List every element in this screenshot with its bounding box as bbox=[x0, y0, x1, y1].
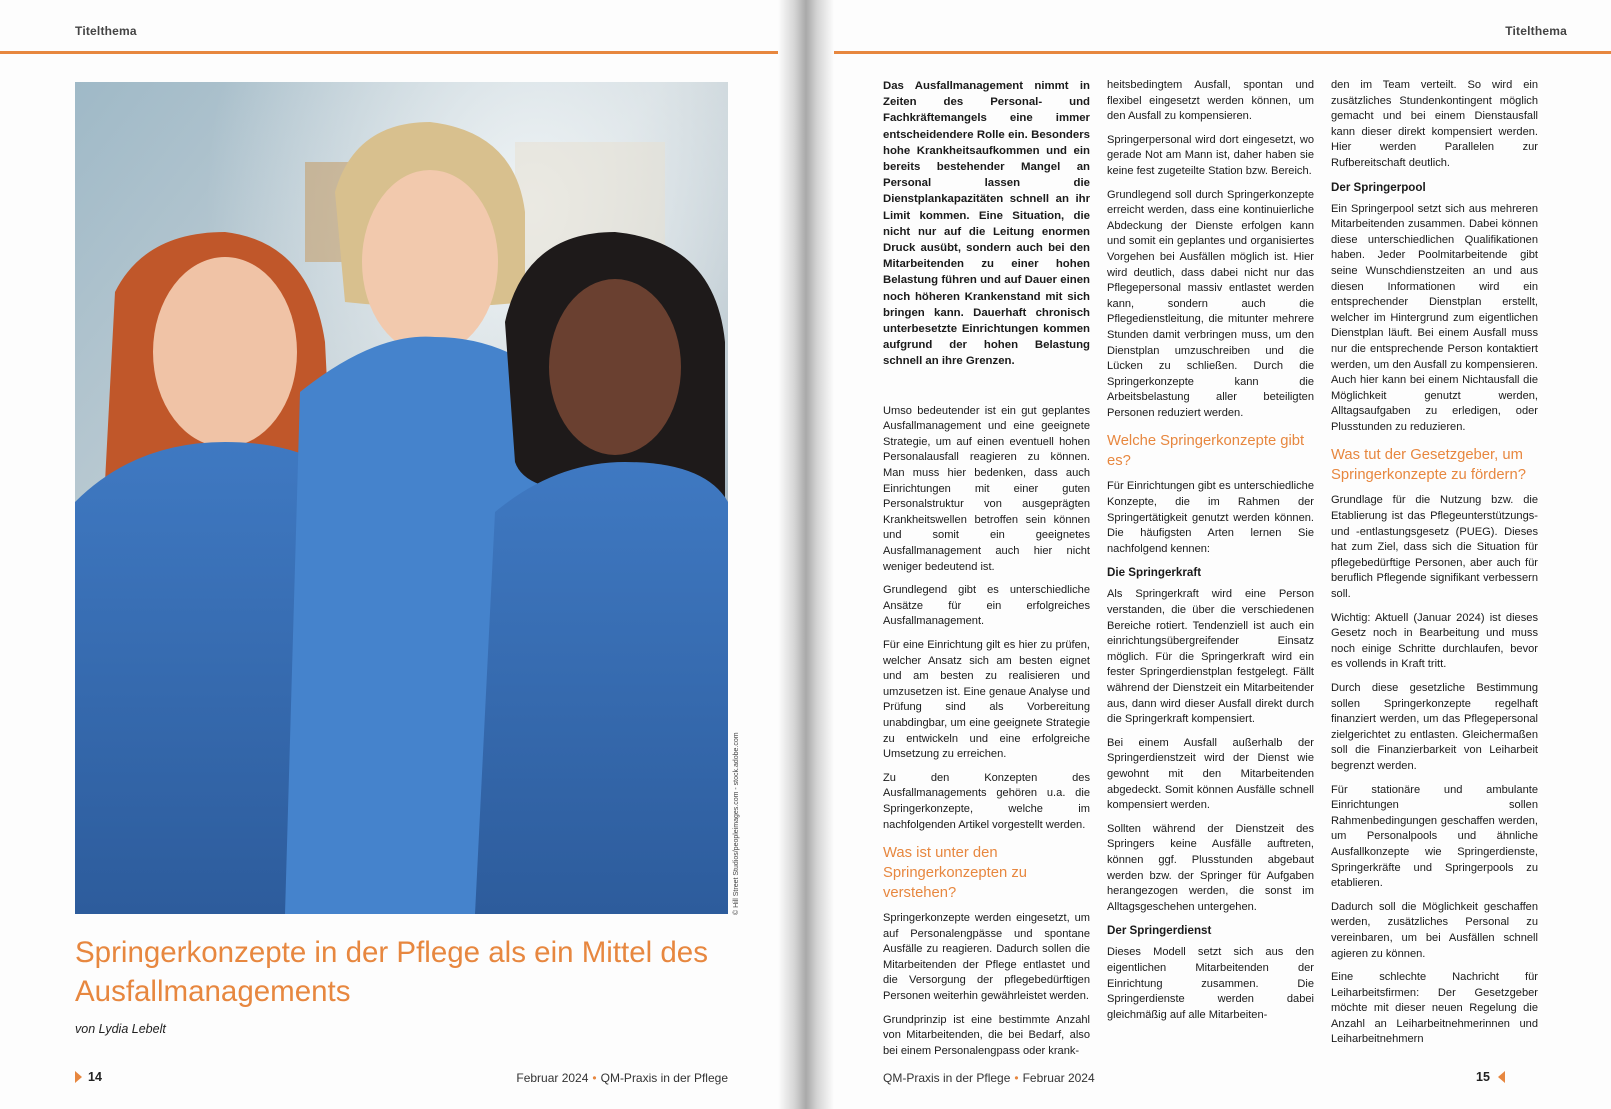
page-marker-left-icon bbox=[75, 1071, 82, 1083]
paragraph: Wichtig: Aktuell (Januar 2024) ist dieses Gesetz noch in Bearbeitung und muss noch einige Schritte durchlaufen, bevor es vollends in Kraft tritt. bbox=[1331, 611, 1538, 671]
paragraph: Grundlage für die Nutzung bzw. die Etablierung ist das Pflegeunterstützungs- und -entlastungsgesetz (PUEG). Dieses hat zum Ziel, dass sich die Situation für pflegebedürftige Personen, aber auch für beruflich Pflegende signifikant verbessern soll. bbox=[1331, 494, 1538, 601]
article-title: Springerkonzepte in der Pflege als ein Mittel des Ausfallmanagements bbox=[75, 936, 708, 1008]
book-gutter bbox=[778, 0, 834, 1109]
running-head-left: Titelthema bbox=[75, 24, 137, 38]
paragraph: Für stationäre und ambulante Einrichtungen sollen Rahmenbedingungen geschaffen werden, um Personalpools und ähnliche Ausfallkonzepte wie Springerdienste, Springerkräfte und Springerpools zu etablieren. bbox=[1331, 783, 1538, 890]
section-heading: Was ist unter den Springerkonzepten zu verstehen? bbox=[883, 845, 1027, 902]
paragraph: Eine schlechte Nachricht für Leiharbeitsfirmen: Der Gesetzgeber möchte mit dieser neuen Regelung die Anzahl an Leiharbeitnehmerinnen und Leiharbeitnehmern bbox=[1331, 971, 1538, 1046]
footer-issue-left: Februar 2024 bbox=[516, 1071, 589, 1085]
paragraph: Bei einem Ausfall außerhalb der Springerdienstzeit wird der Dienst wie gewohnt mit den Mitarbeitenden abgedeckt. Somit können Ausfälle schnell kompensiert werden. bbox=[1107, 736, 1314, 812]
lead-paragraph: Das Ausfallmanagement nimmt in Zeiten des Personal- und Fachkräftemangels eine immer entscheidendere Rolle ein. Besonders hohe Krankheitsaufkommen und ein bereits bestehender Mangel an Personal lassen die Dienstplankapazitäten schnell an ihr Limit kommen. Eine Situation, die nicht nur auf die Leitung enormen Druck ausübt, sondern auch bei den Mitarbeitenden zu einer hohen Belastung führen und auf Dauer einen noch höheren Krankenstand mit sich bringen kann. Dauerhaft chronisch unterbesetzte Einrichtungen kommen aufgrund der hohen Belastung schnell an ihre Grenzen. bbox=[883, 80, 1090, 368]
paragraph: Grundlegend gibt es unterschiedliche Ansätze für ein erfolgreiches Ausfallmanagement. bbox=[883, 584, 1090, 628]
footer-left bbox=[516, 1071, 728, 1085]
footer-dot-icon: • bbox=[592, 1071, 597, 1085]
footer-magazine-left: QM-Praxis in der Pflege bbox=[600, 1071, 728, 1085]
subheading: Die Springerkraft bbox=[1107, 566, 1202, 580]
section-heading: Was tut der Gesetzgeber, um Springerkonzepte zu fördern? bbox=[1331, 447, 1526, 484]
text-column-2 bbox=[1107, 78, 1314, 1031]
paragraph: Springerpersonal wird dort eingesetzt, wo gerade Not am Mann ist, daher haben sie keine fest zugeteilte Station bzw. Bereich. bbox=[1107, 133, 1314, 177]
footer-issue-right: Februar 2024 bbox=[1022, 1071, 1095, 1085]
paragraph: Umso bedeutender ist ein gut geplantes Ausfallmanagement und eine geeignete Strategie, um auf einen eventuell hohen Personalausfall reagieren zu können. Man muss hier bedenken, dass auch Einrichtungen mit einer guten Personalstruktur von ausgeprägten Krankheitswellen betroffen sein können und somit ein geeignetes Ausfallmanagement auch hier nicht weniger bedeutend ist. bbox=[883, 404, 1090, 573]
paragraph: Dieses Modell setzt sich aus den eigentlichen Mitarbeitenden der Einrichtung zusammen. Die Springerdienste werden dabei gleichmäßig auf alle Mitarbeiten- bbox=[1107, 946, 1314, 1021]
photo-credit: © Hill Street Studios/peopleimages.com - stock.adobe.com bbox=[733, 732, 740, 915]
paragraph: Als Springerkraft wird eine Person verstanden, die über die verschiedenen Bereiche rotiert. Tendenziell ist auch ein einrichtungsübergreifender Einsatz möglich. Für die Springerkraft wird ein fester Springerdienstplan festgelegt. Fällt während der Dienstzeit ein Mitarbeitender aus, dann wird dieser Ausfall direkt durch die Springerkraft kompensiert. bbox=[1107, 588, 1314, 726]
article-author: von Lydia Lebelt bbox=[75, 1022, 166, 1036]
footer-magazine-right: QM-Praxis in der Pflege bbox=[883, 1071, 1011, 1085]
footer-right bbox=[883, 1071, 1095, 1085]
text-column-1 bbox=[883, 78, 1090, 1067]
subheading: Der Springerdienst bbox=[1107, 924, 1212, 938]
paragraph: den im Team verteilt. So wird ein zusätzliches Stundenkontingent möglich gemacht und bei einem Dienstausfall kann dieser direkt kompensiert werden. Hier werden Parallelen zur Rufbereitschaft deutlich. bbox=[1331, 79, 1538, 169]
paragraph: Zu den Konzepten des Ausfallmanagements gehören u.a. die Springerkonzepte, welche im nachfolgenden Artikel vorgestellt werden. bbox=[883, 771, 1090, 831]
header-rule-right bbox=[828, 51, 1611, 54]
left-page bbox=[0, 0, 790, 1109]
text-column-3 bbox=[1331, 78, 1538, 1056]
page-number-right: 15 bbox=[1476, 1070, 1490, 1084]
right-page bbox=[822, 0, 1611, 1109]
paragraph: Sollten während der Dienstzeit des Springers keine Ausfälle auftreten, können ggf. Plusstunden abgebaut werden bzw. der Springer für Aufgaben herangezogen werden, die sonst im Alltagsgeschehen untergehen. bbox=[1107, 822, 1314, 913]
paragraph: Grundprinzip ist eine bestimmte Anzahl von Mitarbeitenden, die bei Bedarf, also bei einem Personalengpass oder krank- bbox=[883, 1013, 1090, 1057]
paragraph: Ein Springerpool setzt sich aus mehreren Mitarbeitenden zusammen. Dabei können diese unterschiedlichen Qualifikationen haben. Jeder Poolmitarbeitende gibt seine Wunschdienstzeiten an und aus diesen Informationen wird ein entsprechender Dienstplan erstellt, welcher im Hintergrund zum eigentlichen Dienstplan läuft. Bei einem Ausfall muss nur die entsprechende Person kontaktiert werden, um den Ausfall zu kompensieren. Auch hier kann bei einem Nichtausfall die Möglichkeit genutzt werden, Alltagsaufgaben zu erledigen, oder Plusstunden zu reduzieren. bbox=[1331, 202, 1538, 433]
paragraph: heitsbedingtem Ausfall, spontan und flexibel eingesetzt werden können, um den Ausfall zu kompensieren. bbox=[1107, 79, 1314, 123]
subheading: Der Springerpool bbox=[1331, 180, 1426, 194]
paragraph: Durch diese gesetzliche Bestimmung sollen Springerkonzepte regelhaft finanziert werden, um das Pflegepersonal zielgerichtet zu entlasten. Gleichermaßen soll die Finanzierbarkeit von Leiharbeit begrenzt werden. bbox=[1331, 682, 1538, 772]
page-number-left: 14 bbox=[88, 1070, 102, 1084]
paragraph: Für Einrichtungen gibt es unterschiedliche Konzepte, die im Rahmen der Springertätigkeit genutzt werden können. Die häufigsten Arten lernen Sie nachfolgend kennen: bbox=[1107, 480, 1314, 555]
header-rule-left bbox=[0, 51, 790, 54]
footer-dot-icon: • bbox=[1014, 1071, 1019, 1085]
cover-photo bbox=[75, 82, 728, 914]
paragraph: Grundlegend soll durch Springerkonzepte erreicht werden, dass eine kontinuierliche Abdeckung der Dienste erfolgen kann und somit ein geplantes und organisiertes Vorgehen bei Ausfällen möglich ist. Hier wird deutlich, dass dabei nicht nur das Pflegepersonal massiv entlastet werden kann, sondern auch die Pflegedienstleitung, die mitunter mehrere Stunden damit verbringen muss, um den Dienstplan umzuschreiben und die Lücken zu schließen. Durch die Springerkonzepte kann die Arbeitsbelastung aller beteiligten Personen reduziert werden. bbox=[1107, 188, 1314, 419]
paragraph: Dadurch soll die Möglichkeit geschaffen werden, zusätzliches Personal zu vereinbaren, um bei Ausfällen schnell agieren zu können. bbox=[1331, 900, 1538, 960]
running-head-right: Titelthema bbox=[1505, 24, 1567, 38]
section-heading: Welche Springerkonzepte gibt es? bbox=[1107, 433, 1305, 470]
page-marker-right-icon bbox=[1498, 1071, 1505, 1083]
paragraph: Springerkonzepte werden eingesetzt, um auf Personalengpässe und spontane Ausfälle zu reagieren. Dadurch sollen die Mitarbeitenden der Pflege entlastet und die Versorgung der pflegebedürftigen Personen weiterhin gewährleistet werden. bbox=[883, 912, 1090, 1003]
paragraph: Für eine Einrichtung gilt es hier zu prüfen, welcher Ansatz sich am besten eignet und am besten zu realisieren und umzusetzen ist. Eine genaue Analyse und Prüfung sind als Vorbereitung unabdingbar, um eine geeignete Strategie zu entwickeln und eine erfolgreiche Umsetzung zu erreichen. bbox=[883, 638, 1090, 761]
